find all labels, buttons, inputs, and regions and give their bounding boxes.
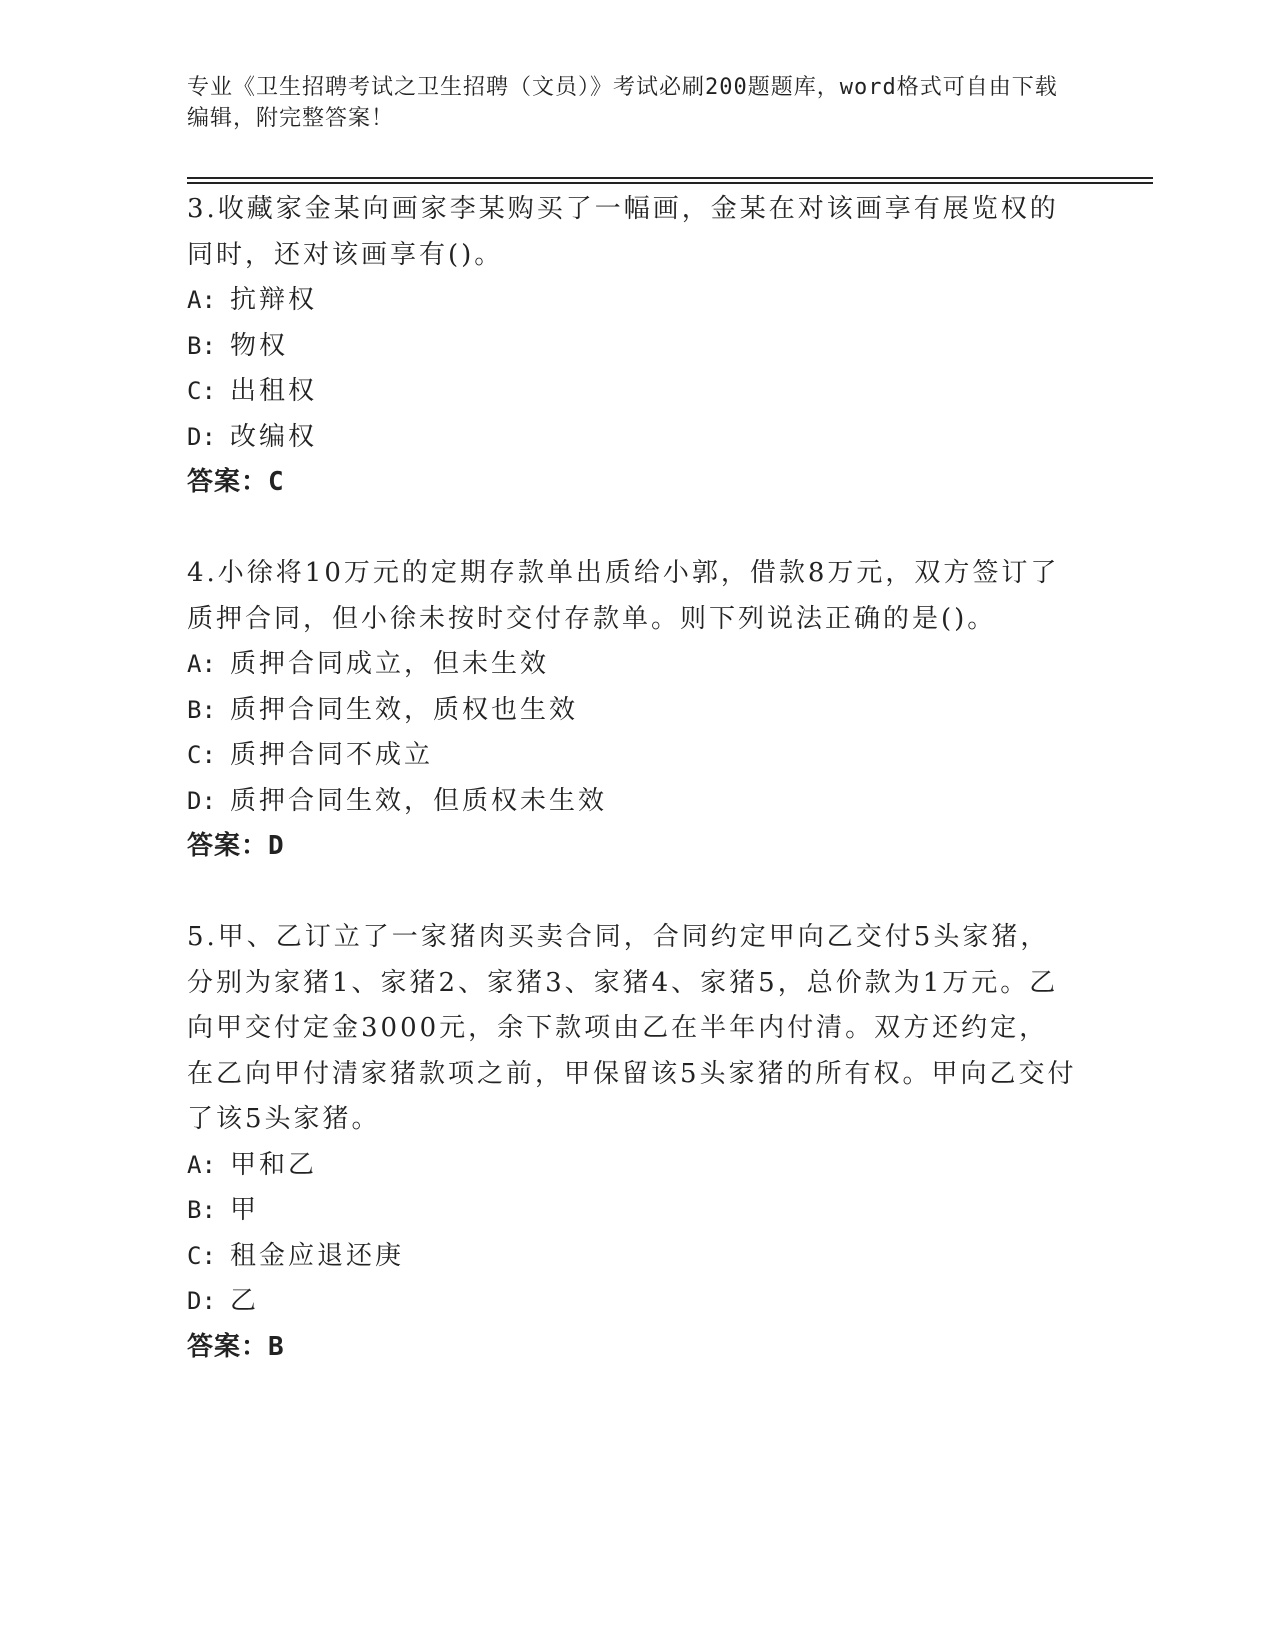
option-key: B: (187, 331, 216, 360)
question-stem: 5.甲、乙订立了一家猪肉买卖合同，合同约定甲向乙交付5头家猪，分别为家猪1、家猪2、家猪3、家猪4、家猪5，总价款为1万元。乙向甲交付定金3000元，余下款项由乙在半年内付清。双方还约定，在乙向甲付清家猪款项之前，甲保留该5头家猪的所有权。甲向乙交付了该5头家猪。 (187, 922, 1077, 1134)
question-stem: 4.小徐将10万元的定期存款单出质给小郭，借款8万元，双方签订了质押合同，但小徐未按时交付存款单。则下列说法正确的是()。 (187, 558, 1060, 634)
option-text: 抗辩权 (230, 285, 318, 315)
option-d (187, 1279, 1077, 1325)
question-stem: 3.收藏家金某向画家李某购买了一幅画，金某在对该画享有展览权的同时，还对该画享有()。 (187, 194, 1059, 270)
option-text: 质押合同生效，质权也生效 (230, 694, 579, 725)
option-key: A: (187, 1150, 216, 1179)
option-text: 改编权 (230, 421, 318, 452)
question-4 (187, 551, 1077, 870)
answer-line (187, 824, 1077, 870)
option-key: C: (187, 1241, 216, 1270)
answer-value: C (268, 467, 285, 497)
option-text: 物权 (230, 330, 289, 361)
option-key: B: (187, 1196, 216, 1224)
option-key: D: (187, 1287, 216, 1315)
answer-value: B (268, 1331, 285, 1362)
option-key: A: (187, 650, 216, 678)
option-text: 甲 (230, 1195, 260, 1225)
option-key: A: (187, 286, 216, 314)
answer-label: 答案： (187, 467, 269, 497)
option-b (187, 324, 1077, 370)
answer-label: 答案： (187, 831, 269, 861)
option-text: 质押合同不成立 (230, 740, 434, 770)
option-a (187, 1143, 1077, 1189)
option-text: 质押合同成立，但未生效 (230, 649, 550, 679)
option-b (187, 688, 1077, 734)
option-c (187, 733, 1077, 779)
option-a (187, 278, 1077, 324)
question-3 (187, 187, 1077, 506)
option-text: 乙 (230, 1286, 260, 1316)
answer-label: 答案： (187, 1331, 269, 1362)
option-text: 租金应退还庚 (230, 1240, 405, 1271)
question-5 (187, 915, 1077, 1370)
option-key: D: (187, 422, 216, 451)
answer-value: D (268, 831, 285, 861)
option-c (187, 369, 1077, 415)
option-c (187, 1234, 1077, 1280)
option-d (187, 779, 1077, 825)
option-key: C: (187, 377, 216, 405)
answer-line (187, 1325, 1077, 1371)
answer-line (187, 460, 1077, 506)
option-key: B: (187, 695, 216, 724)
option-b (187, 1188, 1077, 1234)
option-a (187, 642, 1077, 688)
header-divider-top (187, 177, 1153, 179)
option-text: 甲和乙 (230, 1149, 318, 1180)
option-text: 出租权 (230, 376, 318, 406)
header-divider-bottom (187, 182, 1153, 184)
option-key: C: (187, 741, 216, 769)
option-text: 质押合同生效，但质权未生效 (230, 785, 608, 816)
document-header: 专业《卫生招聘考试之卫生招聘（文员）》考试必刷200题题库，word格式可自由下载编辑，附完整答案！ (187, 75, 1058, 131)
option-key: D: (187, 786, 216, 815)
option-d (187, 415, 1077, 461)
